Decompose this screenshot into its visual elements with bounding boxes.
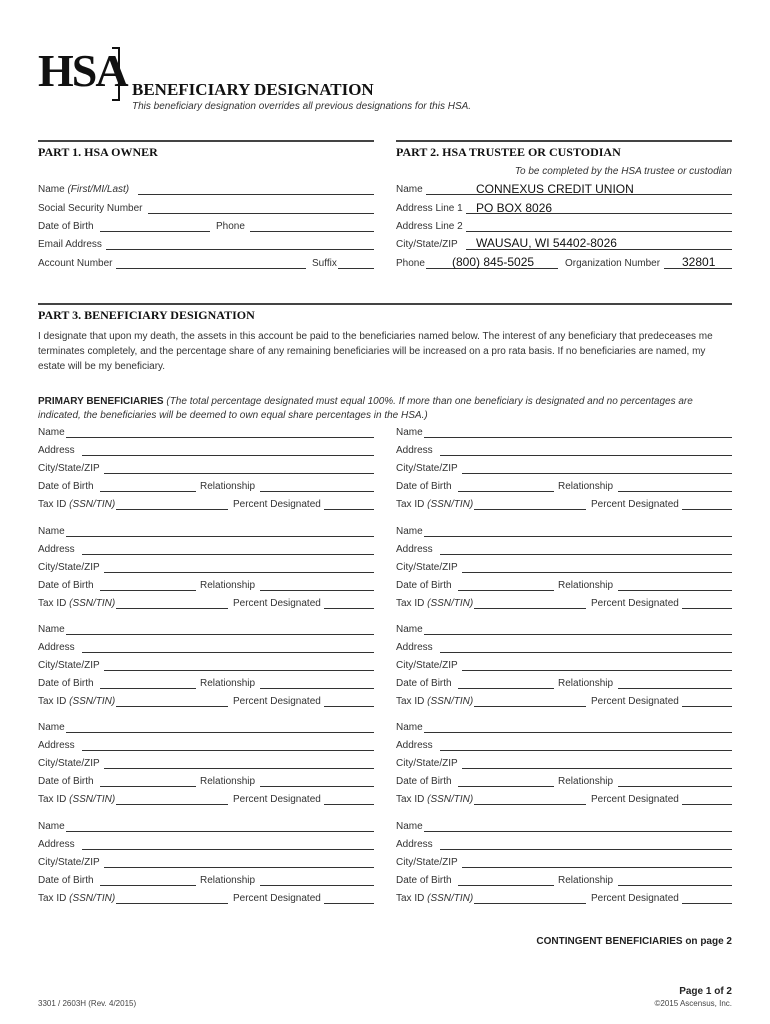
b7-relationship-field[interactable]: [260, 776, 374, 787]
b5-address-label: Address: [38, 642, 75, 653]
b10-city-field[interactable]: [462, 857, 732, 868]
b5-relationship-label: Relationship: [200, 678, 256, 689]
b10-name-field[interactable]: [424, 821, 732, 832]
owner-name-field[interactable]: [138, 184, 374, 195]
b2-percent-field[interactable]: [682, 499, 732, 510]
hsa-logo: HSA: [38, 45, 127, 96]
b9-relationship-field[interactable]: [260, 875, 374, 886]
owner-suffix-field[interactable]: [338, 258, 374, 269]
b5-taxid-label: Tax ID (SSN/TIN): [38, 696, 116, 707]
b8-dob-field[interactable]: [458, 776, 554, 787]
b4-relationship-field[interactable]: [618, 580, 732, 591]
b4-name-field[interactable]: [424, 526, 732, 537]
b8-relationship-field[interactable]: [618, 776, 732, 787]
b1-name-label: Name: [38, 427, 65, 438]
b10-name-label: Name: [396, 821, 423, 832]
b4-address-field[interactable]: [440, 544, 732, 555]
trustee-phone-value: (800) 845-5025: [452, 255, 535, 269]
trustee-city-value: WAUSAU, WI 54402-8026: [476, 236, 617, 250]
b3-taxid-label: Tax ID (SSN/TIN): [38, 598, 116, 609]
trustee-addr2-label: Address Line 2: [396, 221, 463, 232]
b2-dob-field[interactable]: [458, 481, 554, 492]
b6-percent-label: Percent Designated: [591, 696, 679, 707]
b4-city-label: City/State/ZIP: [396, 562, 458, 573]
b3-dob-field[interactable]: [100, 580, 196, 591]
trustee-org-value: 32801: [682, 255, 716, 269]
b7-dob-label: Date of Birth: [38, 776, 94, 787]
owner-phone-field[interactable]: [250, 221, 374, 232]
b10-percent-field[interactable]: [682, 893, 732, 904]
b9-percent-field[interactable]: [324, 893, 374, 904]
b5-name-label: Name: [38, 624, 65, 635]
document-subtitle: This beneficiary designation overrides all previous designations for this HSA.: [132, 101, 472, 112]
b1-taxid-field[interactable]: [116, 499, 228, 510]
b3-taxid-field[interactable]: [116, 598, 228, 609]
b3-city-field[interactable]: [104, 562, 374, 573]
b7-city-field[interactable]: [104, 758, 374, 769]
b1-taxid-label: Tax ID (SSN/TIN): [38, 499, 116, 510]
b9-dob-field[interactable]: [100, 875, 196, 886]
b3-relationship-field[interactable]: [260, 580, 374, 591]
b1-dob-label: Date of Birth: [38, 481, 94, 492]
b10-percent-label: Percent Designated: [591, 893, 679, 904]
b4-taxid-field[interactable]: [474, 598, 586, 609]
part1-rule: [38, 140, 374, 142]
b10-city-label: City/State/ZIP: [396, 857, 458, 868]
b6-address-label: Address: [396, 642, 433, 653]
trustee-addr2-field[interactable]: [466, 221, 732, 232]
owner-name-label: Name (First/MI/Last): [38, 184, 130, 195]
b5-name-field[interactable]: [66, 624, 374, 635]
b9-percent-label: Percent Designated: [233, 893, 321, 904]
b7-city-label: City/State/ZIP: [38, 758, 100, 769]
b8-address-field[interactable]: [440, 740, 732, 751]
b10-taxid-field[interactable]: [474, 893, 586, 904]
b6-city-field[interactable]: [462, 660, 732, 671]
b1-percent-label: Percent Designated: [233, 499, 321, 510]
b7-address-field[interactable]: [82, 740, 374, 751]
b7-taxid-label: Tax ID (SSN/TIN): [38, 794, 116, 805]
b5-city-field[interactable]: [104, 660, 374, 671]
b6-dob-label: Date of Birth: [396, 678, 452, 689]
b4-dob-field[interactable]: [458, 580, 554, 591]
b1-percent-field[interactable]: [324, 499, 374, 510]
b5-dob-field[interactable]: [100, 678, 196, 689]
b6-city-label: City/State/ZIP: [396, 660, 458, 671]
b2-address-label: Address: [396, 445, 433, 456]
b7-taxid-field[interactable]: [116, 794, 228, 805]
part1-heading: PART 1. HSA OWNER: [38, 145, 158, 159]
b10-relationship-field[interactable]: [618, 875, 732, 886]
b8-dob-label: Date of Birth: [396, 776, 452, 787]
b6-dob-field[interactable]: [458, 678, 554, 689]
b7-name-label: Name: [38, 722, 65, 733]
b4-percent-field[interactable]: [682, 598, 732, 609]
part2-note: To be completed by the HSA trustee or custodian: [514, 166, 732, 177]
trustee-name-value: CONNEXUS CREDIT UNION: [476, 182, 634, 196]
b9-address-label: Address: [38, 839, 75, 850]
b3-relationship-label: Relationship: [200, 580, 256, 591]
b6-relationship-label: Relationship: [558, 678, 614, 689]
b9-city-field[interactable]: [104, 857, 374, 868]
trustee-name-label: Name: [396, 184, 423, 195]
b6-percent-field[interactable]: [682, 696, 732, 707]
b1-name-field[interactable]: [66, 427, 374, 438]
b2-city-label: City/State/ZIP: [396, 463, 458, 474]
b3-dob-label: Date of Birth: [38, 580, 94, 591]
b6-address-field[interactable]: [440, 642, 732, 653]
b9-city-label: City/State/ZIP: [38, 857, 100, 868]
b2-relationship-label: Relationship: [558, 481, 614, 492]
b2-address-field[interactable]: [440, 445, 732, 456]
b6-taxid-field[interactable]: [474, 696, 586, 707]
b1-address-field[interactable]: [82, 445, 374, 456]
copyright: ©2015 Ascensus, Inc.: [654, 999, 732, 1008]
b8-relationship-label: Relationship: [558, 776, 614, 787]
form-number: 3301 / 2603H (Rev. 4/2015): [38, 999, 137, 1008]
trustee-phone-label: Phone: [396, 258, 425, 269]
b6-taxid-label: Tax ID (SSN/TIN): [396, 696, 474, 707]
b2-name-label: Name: [396, 427, 423, 438]
b8-name-field[interactable]: [424, 722, 732, 733]
owner-account-label: Account Number: [38, 258, 113, 269]
b1-city-label: City/State/ZIP: [38, 463, 100, 474]
b10-taxid-label: Tax ID (SSN/TIN): [396, 893, 474, 904]
b5-city-label: City/State/ZIP: [38, 660, 100, 671]
b1-city-field[interactable]: [104, 463, 374, 474]
b10-address-field[interactable]: [440, 839, 732, 850]
b5-relationship-field[interactable]: [260, 678, 374, 689]
contingent-note: CONTINGENT BENEFICIARIES on page 2: [536, 936, 732, 947]
b3-percent-field[interactable]: [324, 598, 374, 609]
owner-phone-label: Phone: [216, 221, 245, 232]
b7-relationship-label: Relationship: [200, 776, 256, 787]
part3-heading: PART 3. BENEFICIARY DESIGNATION: [38, 308, 255, 322]
designation-paragraph: I designate that upon my death, the assets in this account be paid to the beneficiaries named below. The interest of any beneficiary that predeceases me terminates completely, and the percentage share of any remaining beneficiaries will be increased on a pro rata basis. If no beneficiaries are named, my estate will be my beneficiary.: [38, 331, 713, 372]
b5-dob-label: Date of Birth: [38, 678, 94, 689]
b1-relationship-label: Relationship: [200, 481, 256, 492]
b3-name-field[interactable]: [66, 526, 374, 537]
b1-relationship-field[interactable]: [260, 481, 374, 492]
b7-name-field[interactable]: [66, 722, 374, 733]
logo-bracket: [112, 47, 120, 101]
b3-address-field[interactable]: [82, 544, 374, 555]
b4-name-label: Name: [396, 526, 423, 537]
b10-dob-label: Date of Birth: [396, 875, 452, 886]
b5-percent-field[interactable]: [324, 696, 374, 707]
b9-dob-label: Date of Birth: [38, 875, 94, 886]
b4-relationship-label: Relationship: [558, 580, 614, 591]
trustee-org-label: Organization Number: [565, 258, 661, 269]
trustee-addr1-label: Address Line 1: [396, 203, 463, 214]
b7-dob-field[interactable]: [100, 776, 196, 787]
b9-name-field[interactable]: [66, 821, 374, 832]
b2-name-field[interactable]: [424, 427, 732, 438]
owner-dob-label: Date of Birth: [38, 221, 94, 232]
b7-percent-label: Percent Designated: [233, 794, 321, 805]
b5-address-field[interactable]: [82, 642, 374, 653]
b9-taxid-field[interactable]: [116, 893, 228, 904]
b8-percent-field[interactable]: [682, 794, 732, 805]
b4-taxid-label: Tax ID (SSN/TIN): [396, 598, 474, 609]
b9-taxid-label: Tax ID (SSN/TIN): [38, 893, 116, 904]
b9-address-field[interactable]: [82, 839, 374, 850]
primary-beneficiaries-intro: PRIMARY BENEFICIARIES (The total percentage designated must equal 100%. If more than one beneficiary is designated and no percentages are indicated, the beneficiaries will be deemed to own equal share percentages in the HSA.): [38, 396, 693, 421]
document-title: BENEFICIARY DESIGNATION: [132, 80, 374, 99]
b3-percent-label: Percent Designated: [233, 598, 321, 609]
b8-percent-label: Percent Designated: [591, 794, 679, 805]
part3-rule: [38, 303, 732, 305]
part2-rule: [396, 140, 732, 142]
b7-address-label: Address: [38, 740, 75, 751]
b3-city-label: City/State/ZIP: [38, 562, 100, 573]
b8-city-label: City/State/ZIP: [396, 758, 458, 769]
trustee-addr1-value: PO BOX 8026: [476, 201, 553, 215]
owner-suffix-label: Suffix: [312, 258, 337, 269]
owner-ssn-label: Social Security Number: [38, 203, 143, 214]
b4-address-label: Address: [396, 544, 433, 555]
b10-relationship-label: Relationship: [558, 875, 614, 886]
b9-name-label: Name: [38, 821, 65, 832]
b5-percent-label: Percent Designated: [233, 696, 321, 707]
owner-email-label: Email Address: [38, 239, 102, 250]
b5-taxid-field[interactable]: [116, 696, 228, 707]
b2-taxid-field[interactable]: [474, 499, 586, 510]
b2-relationship-field[interactable]: [618, 481, 732, 492]
page-number: Page 1 of 2: [679, 986, 732, 997]
b1-dob-field[interactable]: [100, 481, 196, 492]
b8-name-label: Name: [396, 722, 423, 733]
b2-percent-label: Percent Designated: [591, 499, 679, 510]
owner-email-field[interactable]: [106, 239, 374, 250]
owner-ssn-field[interactable]: [148, 203, 374, 214]
b8-taxid-field[interactable]: [474, 794, 586, 805]
b2-city-field[interactable]: [462, 463, 732, 474]
b1-address-label: Address: [38, 445, 75, 456]
b8-taxid-label: Tax ID (SSN/TIN): [396, 794, 474, 805]
b7-percent-field[interactable]: [324, 794, 374, 805]
b3-address-label: Address: [38, 544, 75, 555]
b6-name-label: Name: [396, 624, 423, 635]
b8-address-label: Address: [396, 740, 433, 751]
trustee-city-label: City/State/ZIP: [396, 239, 458, 250]
b10-dob-field[interactable]: [458, 875, 554, 886]
b4-dob-label: Date of Birth: [396, 580, 452, 591]
owner-account-field[interactable]: [116, 258, 306, 269]
b4-percent-label: Percent Designated: [591, 598, 679, 609]
b2-taxid-label: Tax ID (SSN/TIN): [396, 499, 474, 510]
part2-heading: PART 2. HSA TRUSTEE OR CUSTODIAN: [396, 145, 621, 159]
b9-relationship-label: Relationship: [200, 875, 256, 886]
b8-city-field[interactable]: [462, 758, 732, 769]
b4-city-field[interactable]: [462, 562, 732, 573]
b10-address-label: Address: [396, 839, 433, 850]
b6-relationship-field[interactable]: [618, 678, 732, 689]
owner-dob-field[interactable]: [100, 221, 210, 232]
b2-dob-label: Date of Birth: [396, 481, 452, 492]
b3-name-label: Name: [38, 526, 65, 537]
b6-name-field[interactable]: [424, 624, 732, 635]
